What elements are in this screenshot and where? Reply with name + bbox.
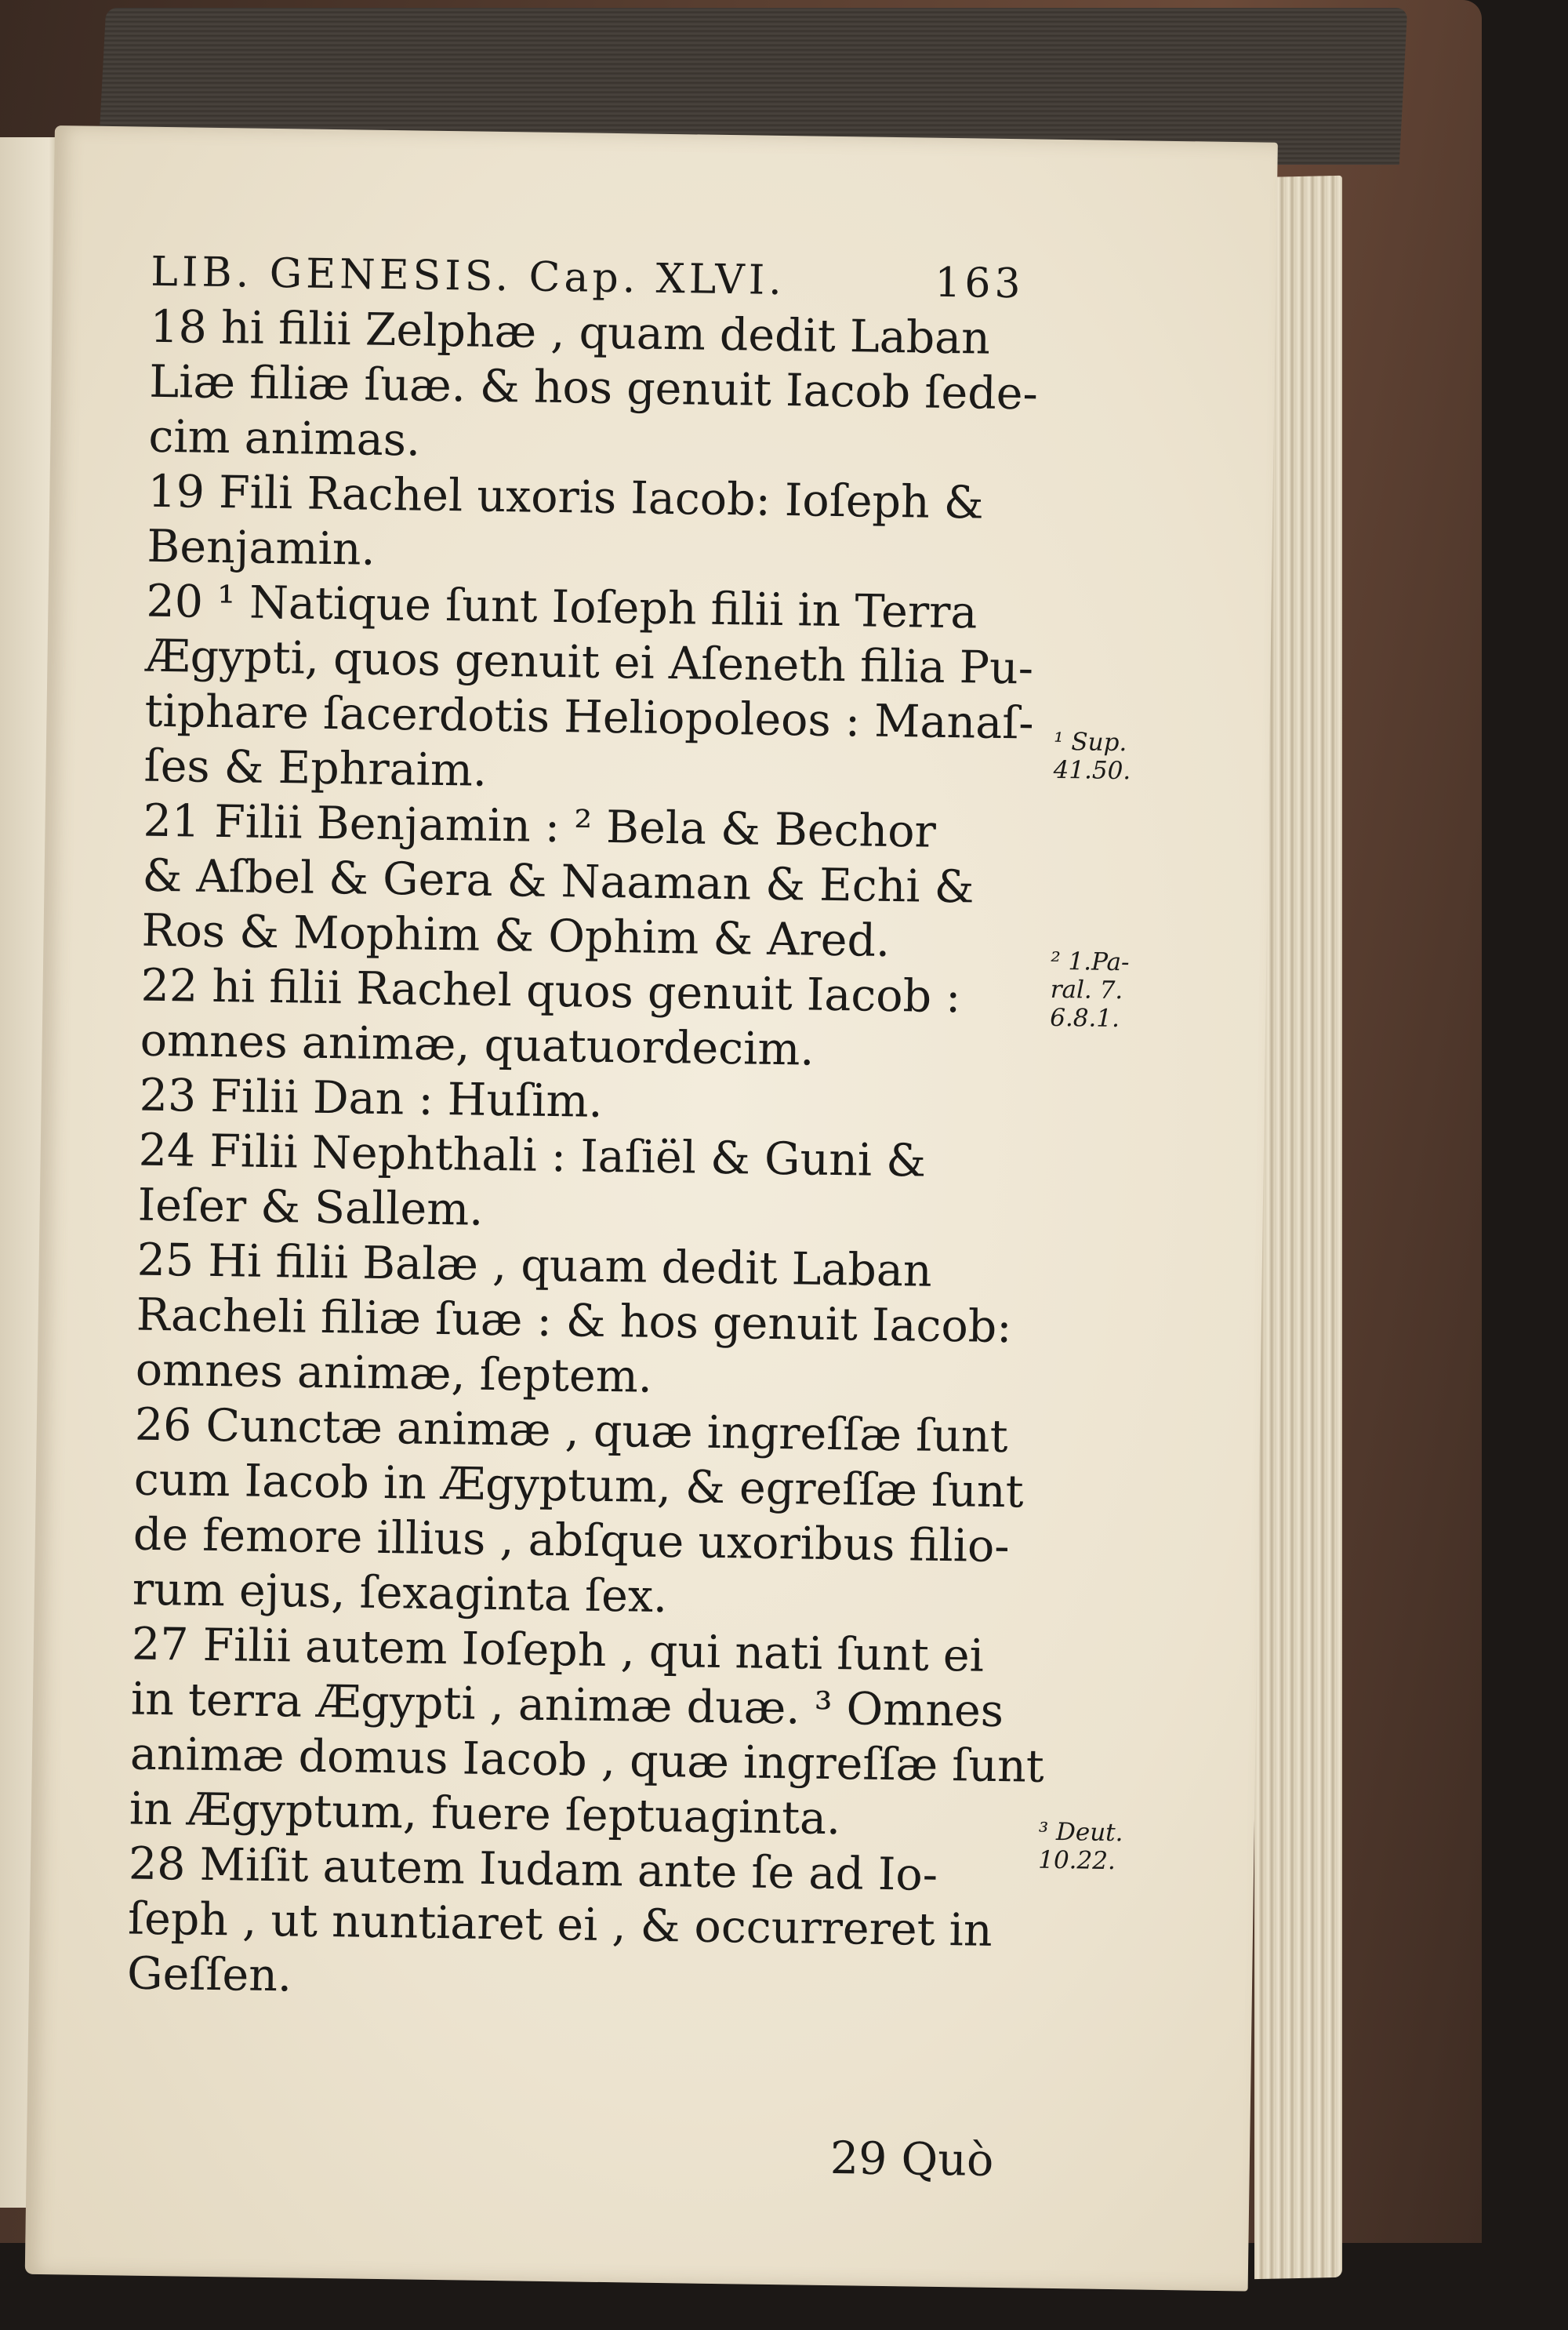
text-line: 26 Cunctæ animæ , quæ ingreſſæ ſunt: [134, 1398, 1008, 1463]
text-line: Racheli filiæ ſuæ : & hos genuit Iacob:: [136, 1289, 1012, 1354]
text-line: omnes animæ, quatuordecim.: [140, 1014, 815, 1076]
text-line: Ros & Mophim & Ophim & Ared.: [141, 904, 891, 967]
margin-note-3-line: 10.22.: [1037, 1845, 1116, 1876]
text-line: 24 Filii Nephthali : Iaſiël & Guni &: [138, 1124, 927, 1187]
text-line: Benjamin.: [147, 520, 376, 576]
text-line: Geſſen.: [126, 1947, 292, 2002]
text-line: cum Iacob in Ægyptum, & egreſſæ ſunt: [133, 1453, 1024, 1518]
text-line: cim animas.: [148, 410, 421, 467]
text-line: tiphare ſacerdotis Heliopoleos : Manaſ-: [144, 685, 1035, 750]
text-line: 23 Filii Dan : Huſim.: [139, 1069, 604, 1128]
text-line: in terra Ægypti , animæ duæ. ³ Omnes: [130, 1673, 1004, 1738]
text-line: 20 ¹ Natique ſunt Ioſeph filii in Terra: [146, 575, 978, 639]
text-line: 25 Hi filii Balæ , quam dedit Laban: [136, 1234, 933, 1297]
margin-note-3-line: ³ Deut.: [1038, 1817, 1123, 1848]
margin-note-1: [1053, 728, 1131, 785]
margin-note-1-line: 41.50.: [1053, 755, 1131, 786]
text-line: Ieſer & Sallem.: [137, 1179, 484, 1236]
text-line: Liæ filiæ ſuæ. & hos genuit Iacob ſede-: [148, 355, 1039, 420]
text-line: 28 Miſit autem Iudam ante ſe ad Io-: [128, 1837, 938, 1901]
book-page: [25, 125, 1278, 2292]
margin-note-2-line: ral. 7.: [1050, 975, 1123, 1005]
text-line: de femore illius , abſque uxoribus filio-: [132, 1508, 1011, 1573]
text-line: 18 hi filii Zelphæ , quam dedit Laban: [149, 300, 991, 365]
margin-note-3: [1038, 1818, 1123, 1875]
margin-note-2-line: ² 1.Pa-: [1050, 947, 1130, 977]
text-line: ſes & Ephraim.: [143, 740, 488, 797]
catchword: 29 Quò: [829, 2132, 994, 2186]
page-number: 163: [934, 259, 1025, 308]
running-head: LIB. GENESIS. Cap. XLVI.: [150, 248, 786, 305]
text-line: rum ejus, ſexaginta ſex.: [132, 1563, 668, 1623]
text-line: 22 hi filii Rachel quos genuit Iacob :: [140, 959, 961, 1023]
text-line: in Ægyptum, fuere ſeptuaginta.: [129, 1783, 841, 1845]
text-line: ſeph , ut nuntiaret ei , & occurreret in: [127, 1892, 993, 1957]
text-line: & Aſbel & Gera & Naaman & Echi &: [142, 849, 975, 914]
text-line: animæ domus Iacob , quæ ingreſſæ ſunt: [129, 1728, 1045, 1793]
text-line: omnes animæ, ſeptem.: [135, 1343, 653, 1403]
text-line: 21 Filii Benjamin : ² Bela & Bechor: [143, 794, 937, 858]
running-head-line: [150, 245, 1025, 308]
margin-note-2: [1050, 947, 1130, 1033]
text-line: Ægypti, quos genuit ei Aſeneth filia Pu-: [145, 630, 1034, 695]
margin-note-1-line: ¹ Sup.: [1053, 727, 1127, 758]
text-line: 27 Filii autem Ioſeph , qui nati ſunt ei: [131, 1618, 985, 1682]
text-line: 19 Fili Rachel uxoris Iacob: Ioſeph &: [147, 465, 985, 529]
margin-note-2-line: 6.8.1.: [1049, 1003, 1120, 1034]
